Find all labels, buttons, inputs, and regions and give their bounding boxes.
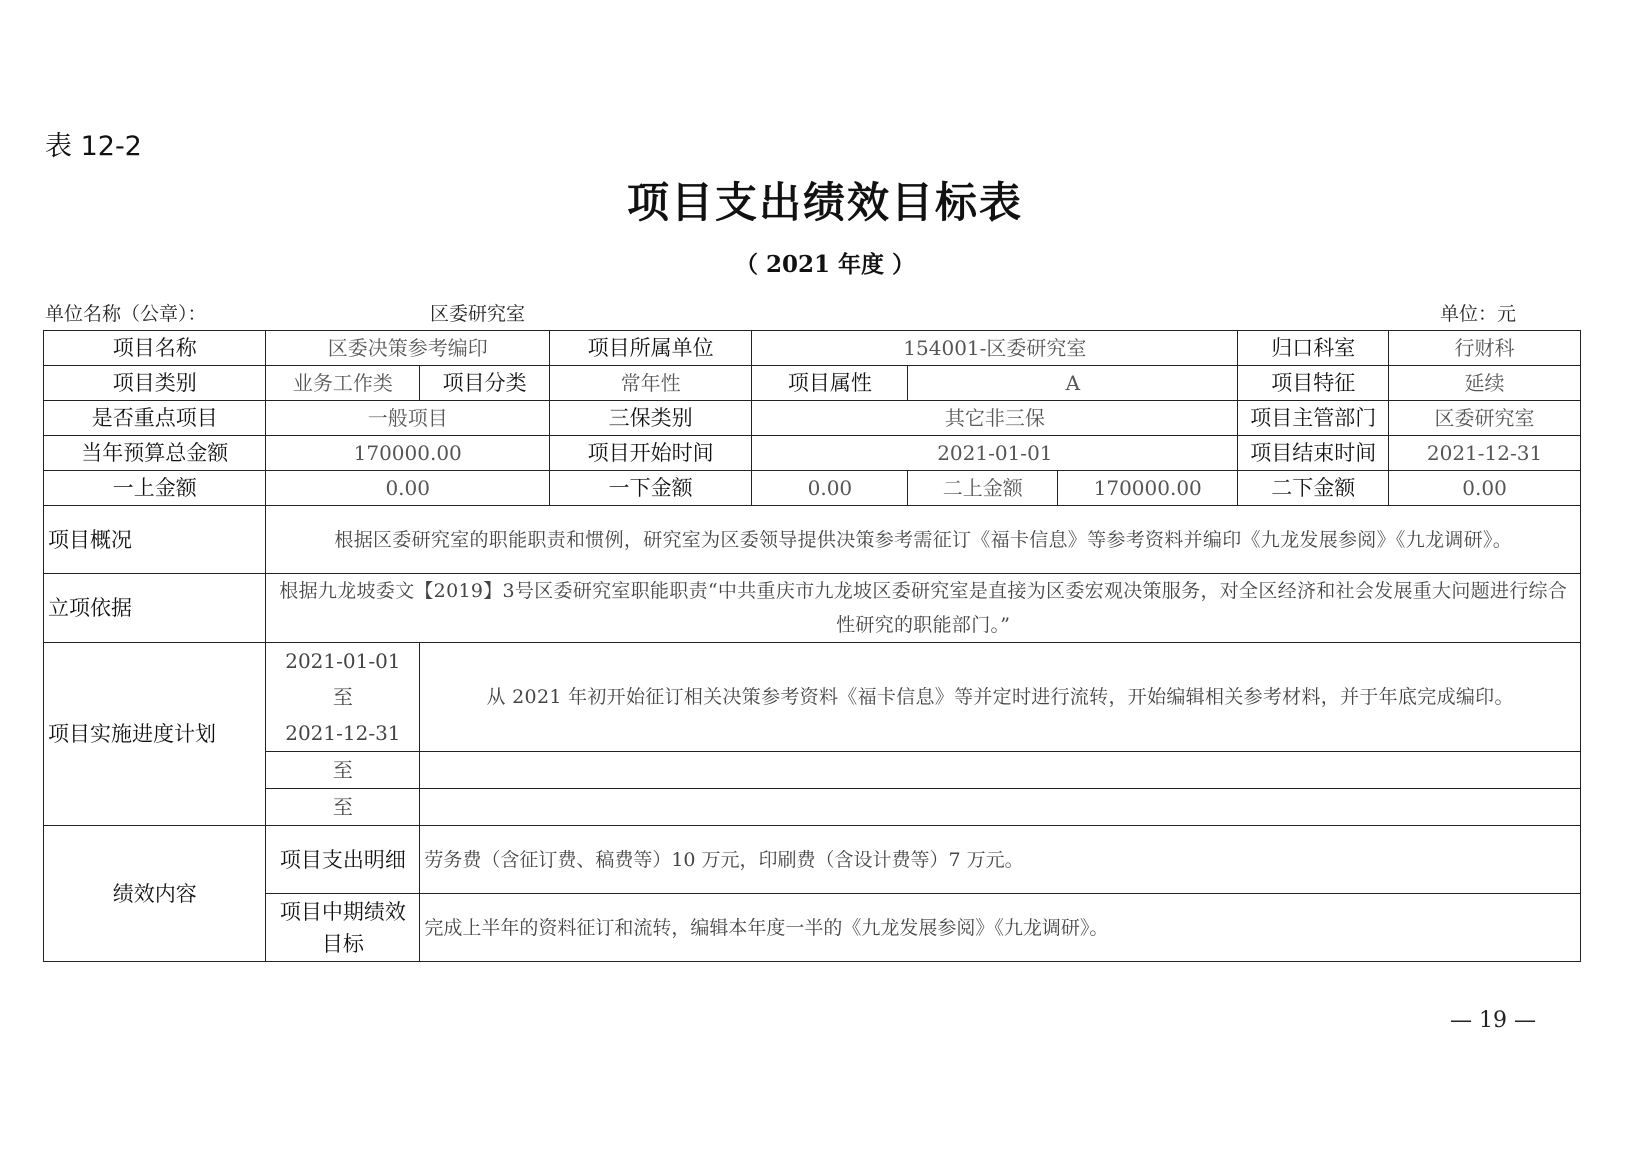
cell-value: 常年性 bbox=[549, 366, 751, 401]
cell-label: 项目主管部门 bbox=[1238, 401, 1389, 436]
schedule-end-date: 2021-12-31 bbox=[285, 721, 401, 745]
table-row bbox=[44, 752, 1581, 789]
performance-label: 绩效内容 bbox=[44, 826, 266, 962]
unit-name: 区委研究室 bbox=[430, 303, 526, 325]
schedule-text bbox=[420, 752, 1581, 789]
cell-value: 2021-01-01 bbox=[752, 436, 1238, 471]
cell-label: 二下金额 bbox=[1238, 471, 1389, 506]
cell-label: 项目所属单位 bbox=[549, 331, 751, 366]
cell-value: A bbox=[908, 366, 1238, 401]
expense-detail-label: 项目支出明细 bbox=[266, 826, 420, 894]
schedule-separator: 至 bbox=[332, 685, 353, 709]
document-title: 项目支出绩效目标表 bbox=[626, 178, 1023, 227]
cell-label: 一上金额 bbox=[44, 471, 266, 506]
table-row bbox=[44, 366, 1581, 401]
cell-value: 延续 bbox=[1389, 366, 1581, 401]
cell-label: 三保类别 bbox=[549, 401, 751, 436]
table-row bbox=[44, 894, 1581, 962]
cell-label: 项目名称 bbox=[44, 331, 266, 366]
midterm-target-text: 完成上半年的资料征订和流转，编辑本年度一半的《九龙发展参阅》《九龙调研》。 bbox=[420, 894, 1581, 962]
table-row bbox=[44, 436, 1581, 471]
cell-value: 170000.00 bbox=[266, 436, 550, 471]
document-year: （ 2021 年度 ） bbox=[734, 251, 916, 278]
cell-label: 是否重点项目 bbox=[44, 401, 266, 436]
basis-text: 根据九龙坡委文【2019】3号区委研究室职能职责“中共重庆市九龙坡区委研究室是直接为区委宏观决策服务，对全区经济和社会发展重大问题进行综合性研究的职能部门。” bbox=[266, 574, 1581, 643]
overview-text: 根据区委研究室的职能职责和惯例，研究室为区委领导提供决策参考需征订《福卡信息》等参考资料并编印《九龙发展参阅》《九龙调研》。 bbox=[266, 506, 1581, 574]
cell-value: 0.00 bbox=[752, 471, 908, 506]
cell-value: 一般项目 bbox=[266, 401, 550, 436]
cell-label: 项目开始时间 bbox=[549, 436, 751, 471]
table-number: 表 12-2 bbox=[45, 131, 142, 162]
cell-label: 项目分类 bbox=[420, 366, 550, 401]
table-row bbox=[44, 331, 1581, 366]
schedule-dates bbox=[266, 643, 420, 752]
midterm-target-label: 项目中期绩效目标 bbox=[266, 894, 420, 962]
cell-label: 归口科室 bbox=[1238, 331, 1389, 366]
cell-value: 业务工作类 bbox=[266, 366, 420, 401]
currency-unit: 单位：元 bbox=[1440, 303, 1517, 325]
table-row bbox=[44, 826, 1581, 894]
table-row bbox=[44, 401, 1581, 436]
cell-value: 区委决策参考编印 bbox=[266, 331, 550, 366]
cell-label: 项目属性 bbox=[752, 366, 908, 401]
cell-value: 区委研究室 bbox=[1389, 401, 1581, 436]
cell-value: 2021-12-31 bbox=[1389, 436, 1581, 471]
table-row bbox=[44, 643, 1581, 752]
table-row bbox=[44, 471, 1581, 506]
schedule-separator: 至 bbox=[266, 789, 420, 826]
cell-value: 0.00 bbox=[1389, 471, 1581, 506]
cell-label: 一下金额 bbox=[549, 471, 751, 506]
cell-value: 154001-区委研究室 bbox=[752, 331, 1238, 366]
cell-label: 当年预算总金额 bbox=[44, 436, 266, 471]
cell-value: 0.00 bbox=[266, 471, 550, 506]
cell-label: 二上金额 bbox=[908, 471, 1058, 506]
table-row bbox=[44, 574, 1581, 643]
schedule-label: 项目实施进度计划 bbox=[44, 643, 266, 826]
expense-detail-text: 劳务费（含征订费、稿费等）10 万元，印刷费（含设计费等）7 万元。 bbox=[420, 826, 1581, 894]
page-number: — 19 — bbox=[1450, 1008, 1536, 1033]
overview-label: 项目概况 bbox=[44, 506, 266, 574]
cell-label: 项目结束时间 bbox=[1238, 436, 1389, 471]
cell-label: 项目特征 bbox=[1238, 366, 1389, 401]
cell-value: 其它非三保 bbox=[752, 401, 1238, 436]
schedule-text bbox=[420, 789, 1581, 826]
performance-target-table bbox=[43, 330, 1581, 962]
basis-label: 立项依据 bbox=[44, 574, 266, 643]
cell-label: 项目类别 bbox=[44, 366, 266, 401]
schedule-separator: 至 bbox=[266, 752, 420, 789]
table-row bbox=[44, 789, 1581, 826]
table-row bbox=[44, 506, 1581, 574]
cell-value: 行财科 bbox=[1389, 331, 1581, 366]
schedule-text: 从 2021 年初开始征订相关决策参考资料《福卡信息》等并定时进行流转，开始编辑相关参考材料，并于年底完成编印。 bbox=[420, 643, 1581, 752]
unit-label: 单位名称（公章）： bbox=[45, 303, 207, 325]
schedule-start-date: 2021-01-01 bbox=[285, 649, 401, 673]
cell-value: 170000.00 bbox=[1058, 471, 1238, 506]
